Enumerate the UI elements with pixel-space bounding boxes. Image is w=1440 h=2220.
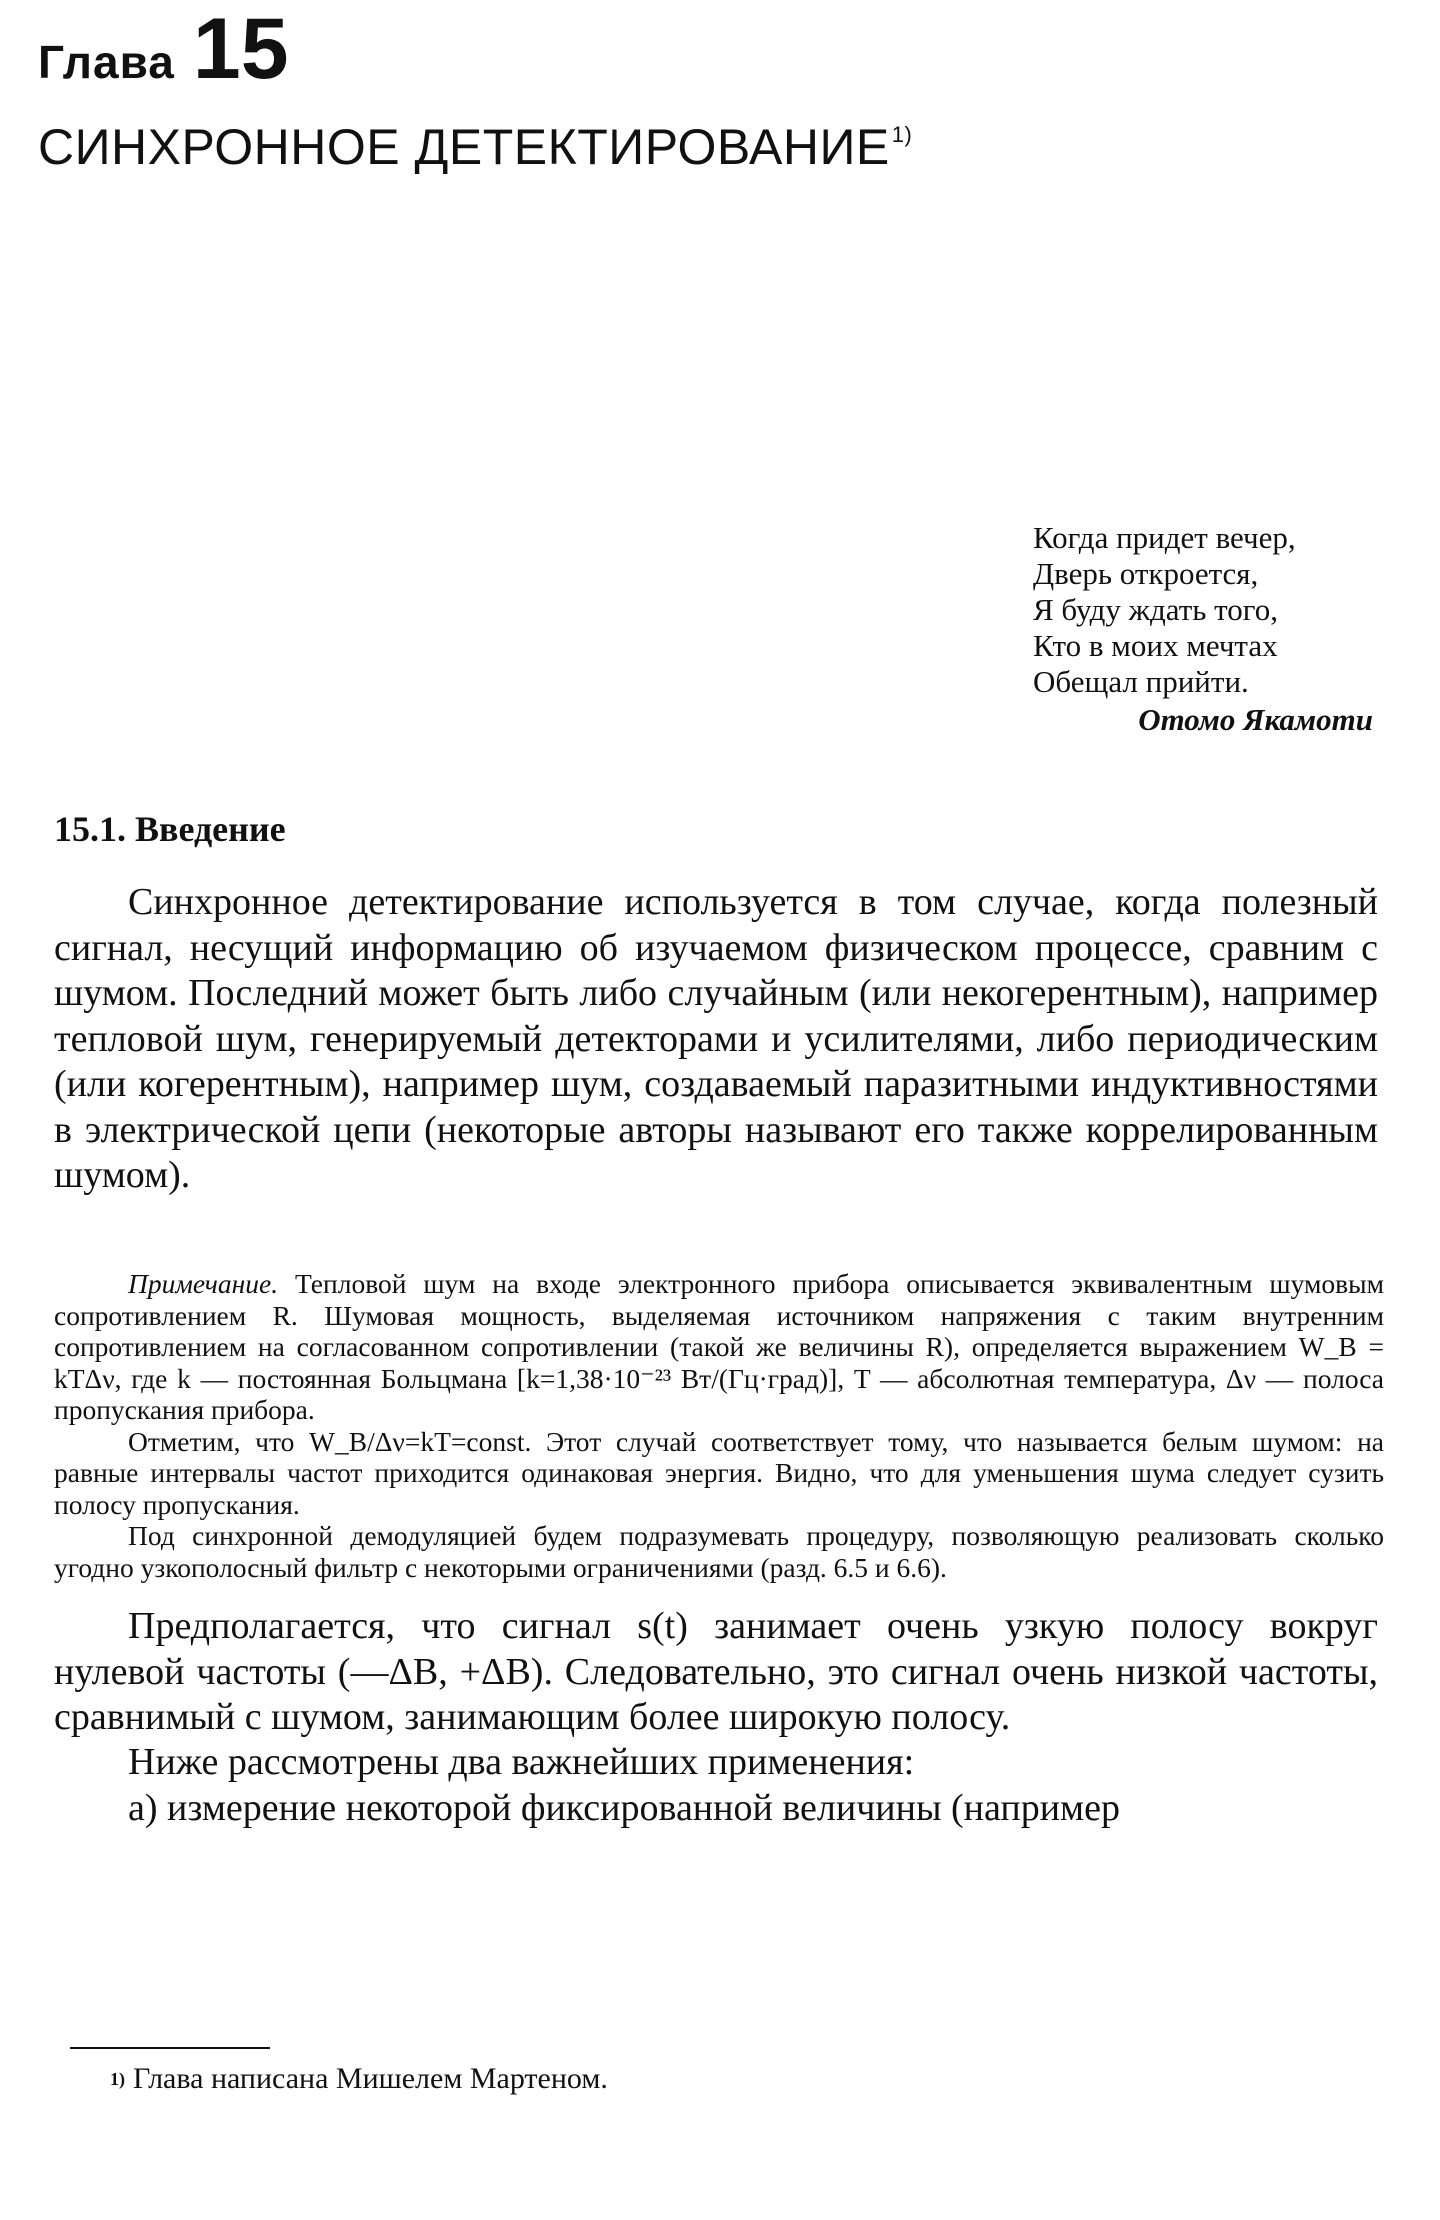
epigraph-line: Когда придет вечер,	[1033, 520, 1296, 555]
note-block	[54, 1268, 1384, 1583]
chapter-word: Глава	[38, 36, 175, 88]
note-paragraph: Отметим, что W_B/Δν=kT=const. Этот случай соответствует тому, что называется белым шумом: на равные интервалы частот приходится одинаковая энергия. Видно, что для уменьшения шума следует сузить полосу пропускания.	[54, 1425, 1384, 1520]
note-text: Тепловой шум на входе электронного прибора описывается эквивалентным шумовым сопротивлением R. Шумовая мощность, выделяемая источником напряжения с таким внутренним сопротивлением на согласованном сопротивлении (такой же величины R), определяется выражением W_B = kTΔν, где k — постоянная Больцмана [k=1,38·10⁻²³ Вт/(Гц·град)], T — абсолютная температура, Δν — полоса пропускания прибора.	[54, 1268, 1384, 1425]
chapter-title-text: СИНХРОННОЕ ДЕТЕКТИРОВАНИЕ	[38, 119, 890, 175]
chapter-title	[38, 118, 912, 176]
footnote-text: Глава написана Мишелем Мартеном.	[133, 2062, 608, 2095]
footnote-divider	[70, 2047, 270, 2049]
paragraph-applications: Ниже рассмотрены два важнейших применения:	[128, 1741, 915, 1783]
paragraph-item-a: а) измерение некоторой фиксированной величины (например	[128, 1787, 1120, 1829]
epigraph-line: Дверь откроется,	[1033, 556, 1259, 591]
chapter-title-footnote-mark: 1)	[891, 122, 913, 147]
paragraph-signal: Предполагается, что сигнал s(t) занимает очень узкую полосу вокруг нулевой частоты (—ΔB, +ΔB). Следовательно, это сигнал очень низкой частоты, сравнимый с шумом, занимающим более широкую полосу.	[54, 1605, 1378, 1738]
epigraph-line: Я буду ждать того,	[1033, 592, 1279, 627]
note-paragraph	[54, 1268, 1384, 1426]
note-label: Примечание.	[128, 1268, 279, 1299]
footnote-mark: 1)	[110, 2069, 125, 2089]
epigraph-line: Кто в моих мечтах	[1033, 628, 1278, 663]
chapter-label	[38, 1, 289, 97]
note-paragraph: Под синхронной демодуляцией будем подразумевать процедуру, позволяющую реализовать сколько угодно узкополосный фильтр с некоторыми ограничениями (разд. 6.5 и 6.6).	[54, 1520, 1384, 1583]
paragraph-intro: Синхронное детектирование используется в том случае, когда полезный сигнал, несущий информацию об изучаемом физическом процессе, сравним с шумом. Последний может быть либо случайным (или некогерентным), например тепловой шум, генерируемый детекторами и усилителями, либо периодическим (или когерентным), например шум, создаваемый паразитными индуктивностями в электрической цепи (некоторые авторы называют его также коррелированным шумом).	[54, 881, 1378, 1196]
section-heading: 15.1. Введение	[54, 809, 286, 849]
chapter-number: 15	[192, 1, 289, 97]
epigraph	[1033, 520, 1393, 738]
footnote	[110, 2062, 608, 2096]
epigraph-author: Отомо Якамоти	[1138, 702, 1373, 737]
epigraph-line: Обещал прийти.	[1033, 664, 1249, 699]
